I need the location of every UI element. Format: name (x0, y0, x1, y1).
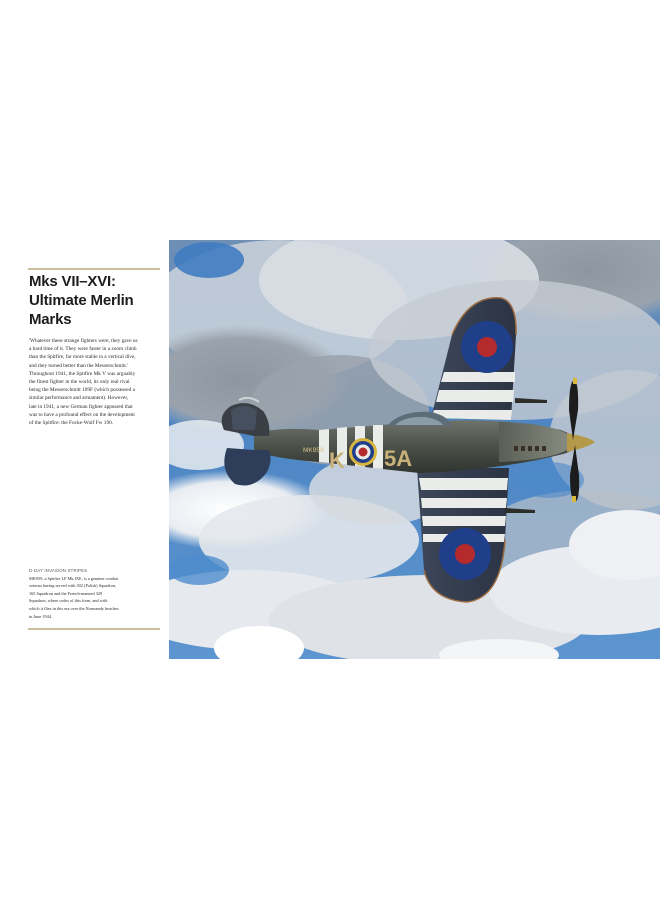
photo-caption (29, 567, 164, 620)
heading-line: Mks VII–XVI: (29, 273, 116, 290)
body-line: 'Whatever these strange fighters were, they gave us (29, 338, 138, 344)
section-heading (29, 272, 164, 329)
body-text (29, 337, 162, 427)
body-line: was to have a profound effect on the development (29, 411, 135, 418)
code-letter-left: K (329, 448, 345, 473)
heading-line: Ultimate Merlin (29, 292, 134, 309)
top-rule (28, 268, 160, 270)
spitfire-photo (169, 240, 660, 659)
caption-line: in June 1944. (29, 613, 53, 619)
spitfire-illustration (169, 240, 660, 659)
body-line: and they turned better than the Messerschmitt.' (29, 362, 129, 369)
caption-line: 165 Squadron and the French-manned 329 (29, 590, 103, 596)
body-line: late in 1941, a new German fighter appeared that (29, 403, 133, 410)
code-letters-right: 5A (384, 446, 413, 471)
heading-line: Marks (29, 311, 72, 328)
body-line: similar performance and armament). However, (29, 395, 129, 402)
body-line: being the Messerschmitt 109F (which possessed a (29, 387, 135, 394)
body-line: Throughout 1941, the Spitfire Mk V was arguably (29, 370, 136, 377)
caption-line: Squadron, where codes of this form, and with (29, 598, 108, 604)
body-line: of the Spitfire: the Focke-Wulf Fw 190. (29, 420, 114, 427)
caption-line: which it flies in this era over the Normandy beaches (29, 605, 119, 611)
body-line: a hard time of it. They were faster in a zoom climb (29, 346, 137, 353)
serial-marking: MK959 (303, 447, 324, 454)
bottom-rule (28, 628, 160, 630)
caption-line: veteran having served with 302 (Polish) Squadron, (29, 583, 117, 589)
body-line: than the Spitfire, far more stable in a vertical dive, (29, 354, 136, 361)
caption-title: D-DAY INVASION STRIPES (29, 568, 88, 573)
body-line: the finest fighter in the world, its only real rival (29, 379, 130, 386)
caption-line: MK959, a Spitfire LF Mk IXE, is a genuine combat (29, 575, 119, 581)
